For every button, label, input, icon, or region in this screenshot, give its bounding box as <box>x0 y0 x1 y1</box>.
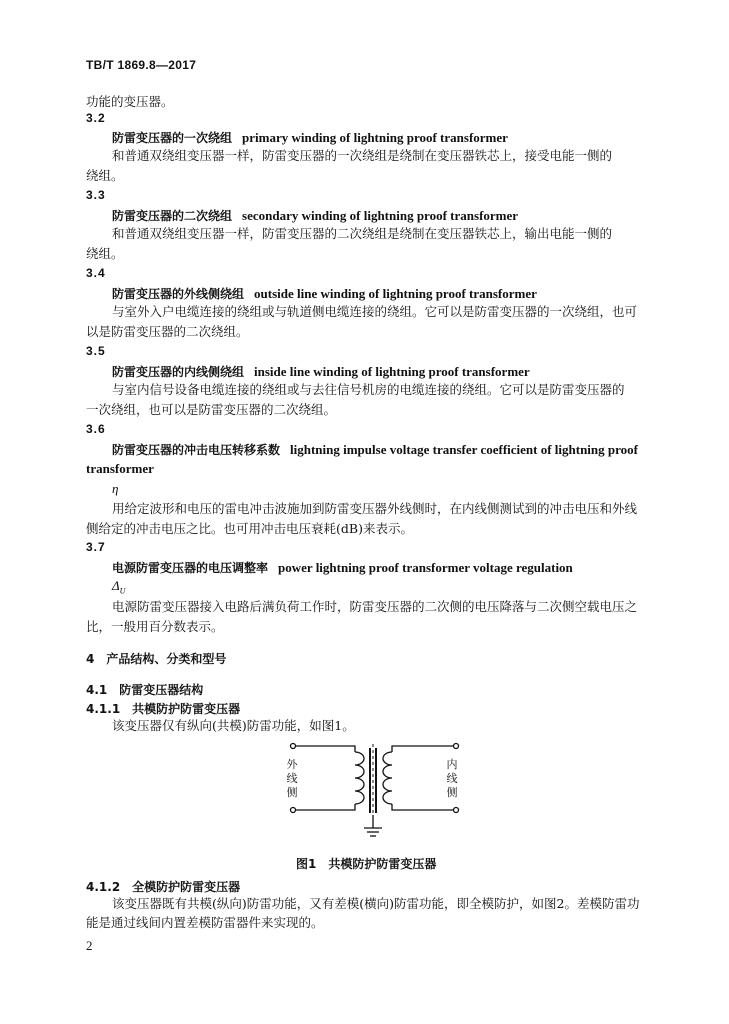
term-zh: 防雷变压器的冲击电压转移系数 <box>112 443 281 457</box>
clause-number: 3.5 <box>86 344 106 358</box>
standard-header: TB/T 1869.8—2017 <box>86 58 197 72</box>
lead-left-top <box>296 746 355 752</box>
terminal-left-bottom <box>291 808 296 813</box>
figure-caption: 图1 共模防护防雷变压器 <box>296 857 437 871</box>
lead-right-bottom <box>392 804 453 810</box>
subsection-heading: 4.1 防雷变压器结构 <box>86 683 204 697</box>
body-text: 和普通双绕组变压器一样，防雷变压器的一次绕组是绕制在变压器铁芯上，接受电能一侧的 <box>112 148 613 163</box>
term-heading-cont <box>86 461 154 477</box>
lead-left-bottom <box>296 804 355 810</box>
body-text: 比，一般用百分数表示。 <box>86 619 224 634</box>
primary-coil <box>355 752 364 804</box>
term-heading <box>112 207 518 224</box>
body-text: 能是通过线间内置差模防雷器件来实现的。 <box>86 915 324 930</box>
clause-number: 3.3 <box>86 188 106 202</box>
term-symbol: η <box>112 481 119 496</box>
term-zh: 防雷变压器的一次绕组 <box>112 131 233 145</box>
symbol-sub: U <box>119 586 126 596</box>
term-en: power lightning proof transformer voltage regulation <box>278 560 573 575</box>
term-en: primary winding of lightning proof transformer <box>242 130 508 145</box>
body-text: 绕组。 <box>86 168 124 183</box>
body-text: 电源防雷变压器接入电路后满负荷工作时，防雷变压器的二次侧的电压降落与二次侧空载电压之 <box>112 599 638 614</box>
terminal-left-top <box>291 744 296 749</box>
clause-number: 3.7 <box>86 540 106 554</box>
body-text: 侧给定的冲击电压之比。也可用冲击电压衰耗(dB)来表示。 <box>86 521 413 536</box>
body-text: 绕组。 <box>86 246 124 261</box>
body-text: 功能的变压器。 <box>86 94 174 109</box>
term-en: lightning impulse voltage transfer coefficient of lightning proof <box>290 442 638 457</box>
section-heading: 4 产品结构、分类和型号 <box>86 652 227 666</box>
lead-right-top <box>392 746 453 752</box>
term-en-cont: transformer <box>86 461 154 476</box>
page-number: 2 <box>86 938 93 953</box>
body-text: 用给定波形和电压的雷电冲击波施加到防雷变压器外线侧时，在内线侧测试到的冲击电压和外线 <box>112 501 638 516</box>
term-heading <box>112 363 530 380</box>
term-heading <box>112 285 537 302</box>
subsection-heading: 4.1.2 全模防护防雷变压器 <box>86 880 241 894</box>
term-zh: 防雷变压器的二次绕组 <box>112 209 233 223</box>
terminal-right-top <box>454 744 459 749</box>
term-en: secondary winding of lightning proof transformer <box>242 208 519 223</box>
symbol-main: Δ <box>112 578 120 593</box>
term-heading <box>112 129 508 146</box>
body-text: 和普通双绕组变压器一样，防雷变压器的二次绕组是绕制在变压器铁芯上，输出电能一侧的 <box>112 226 613 241</box>
clause-number: 3.2 <box>86 111 106 125</box>
body-text: 该变压器仅有纵向(共模)防雷功能，如图1。 <box>112 718 355 733</box>
body-text: 该变压器既有共模(纵向)防雷功能，又有差模(横向)防雷功能，即全模防护，如图2。差模防雷功 <box>112 896 640 911</box>
clause-number: 3.6 <box>86 422 106 436</box>
term-symbol <box>112 578 125 596</box>
subsection-heading: 4.1.1 共模防护防雷变压器 <box>86 702 241 716</box>
secondary-coil <box>383 752 392 804</box>
body-text: 一次绕组，也可以是防雷变压器的二次绕组。 <box>86 402 337 417</box>
terminal-right-bottom <box>454 808 459 813</box>
term-zh: 电源防雷变压器的电压调整率 <box>112 561 269 575</box>
term-en: inside line winding of lightning proof transformer <box>254 364 530 379</box>
term-heading <box>112 559 573 576</box>
term-heading <box>112 441 638 458</box>
term-zh: 防雷变压器的外线侧绕组 <box>112 287 245 301</box>
clause-number: 3.4 <box>86 266 106 280</box>
body-text: 与室内信号设备电缆连接的绕组或与去往信号机房的电缆连接的绕组。它可以是防雷变压器的 <box>112 382 625 397</box>
body-text: 以是防雷变压器的二次绕组。 <box>86 324 249 339</box>
outside-line-label: 外 线 侧 <box>286 758 298 799</box>
body-text: 与室外入户电缆连接的绕组或与轨道侧电缆连接的绕组。它可以是防雷变压器的一次绕组，也可 <box>112 304 638 319</box>
inside-line-label: 内 线 侧 <box>446 758 458 799</box>
term-zh: 防雷变压器的内线侧绕组 <box>112 365 245 379</box>
term-en: outside line winding of lightning proof transformer <box>254 286 537 301</box>
